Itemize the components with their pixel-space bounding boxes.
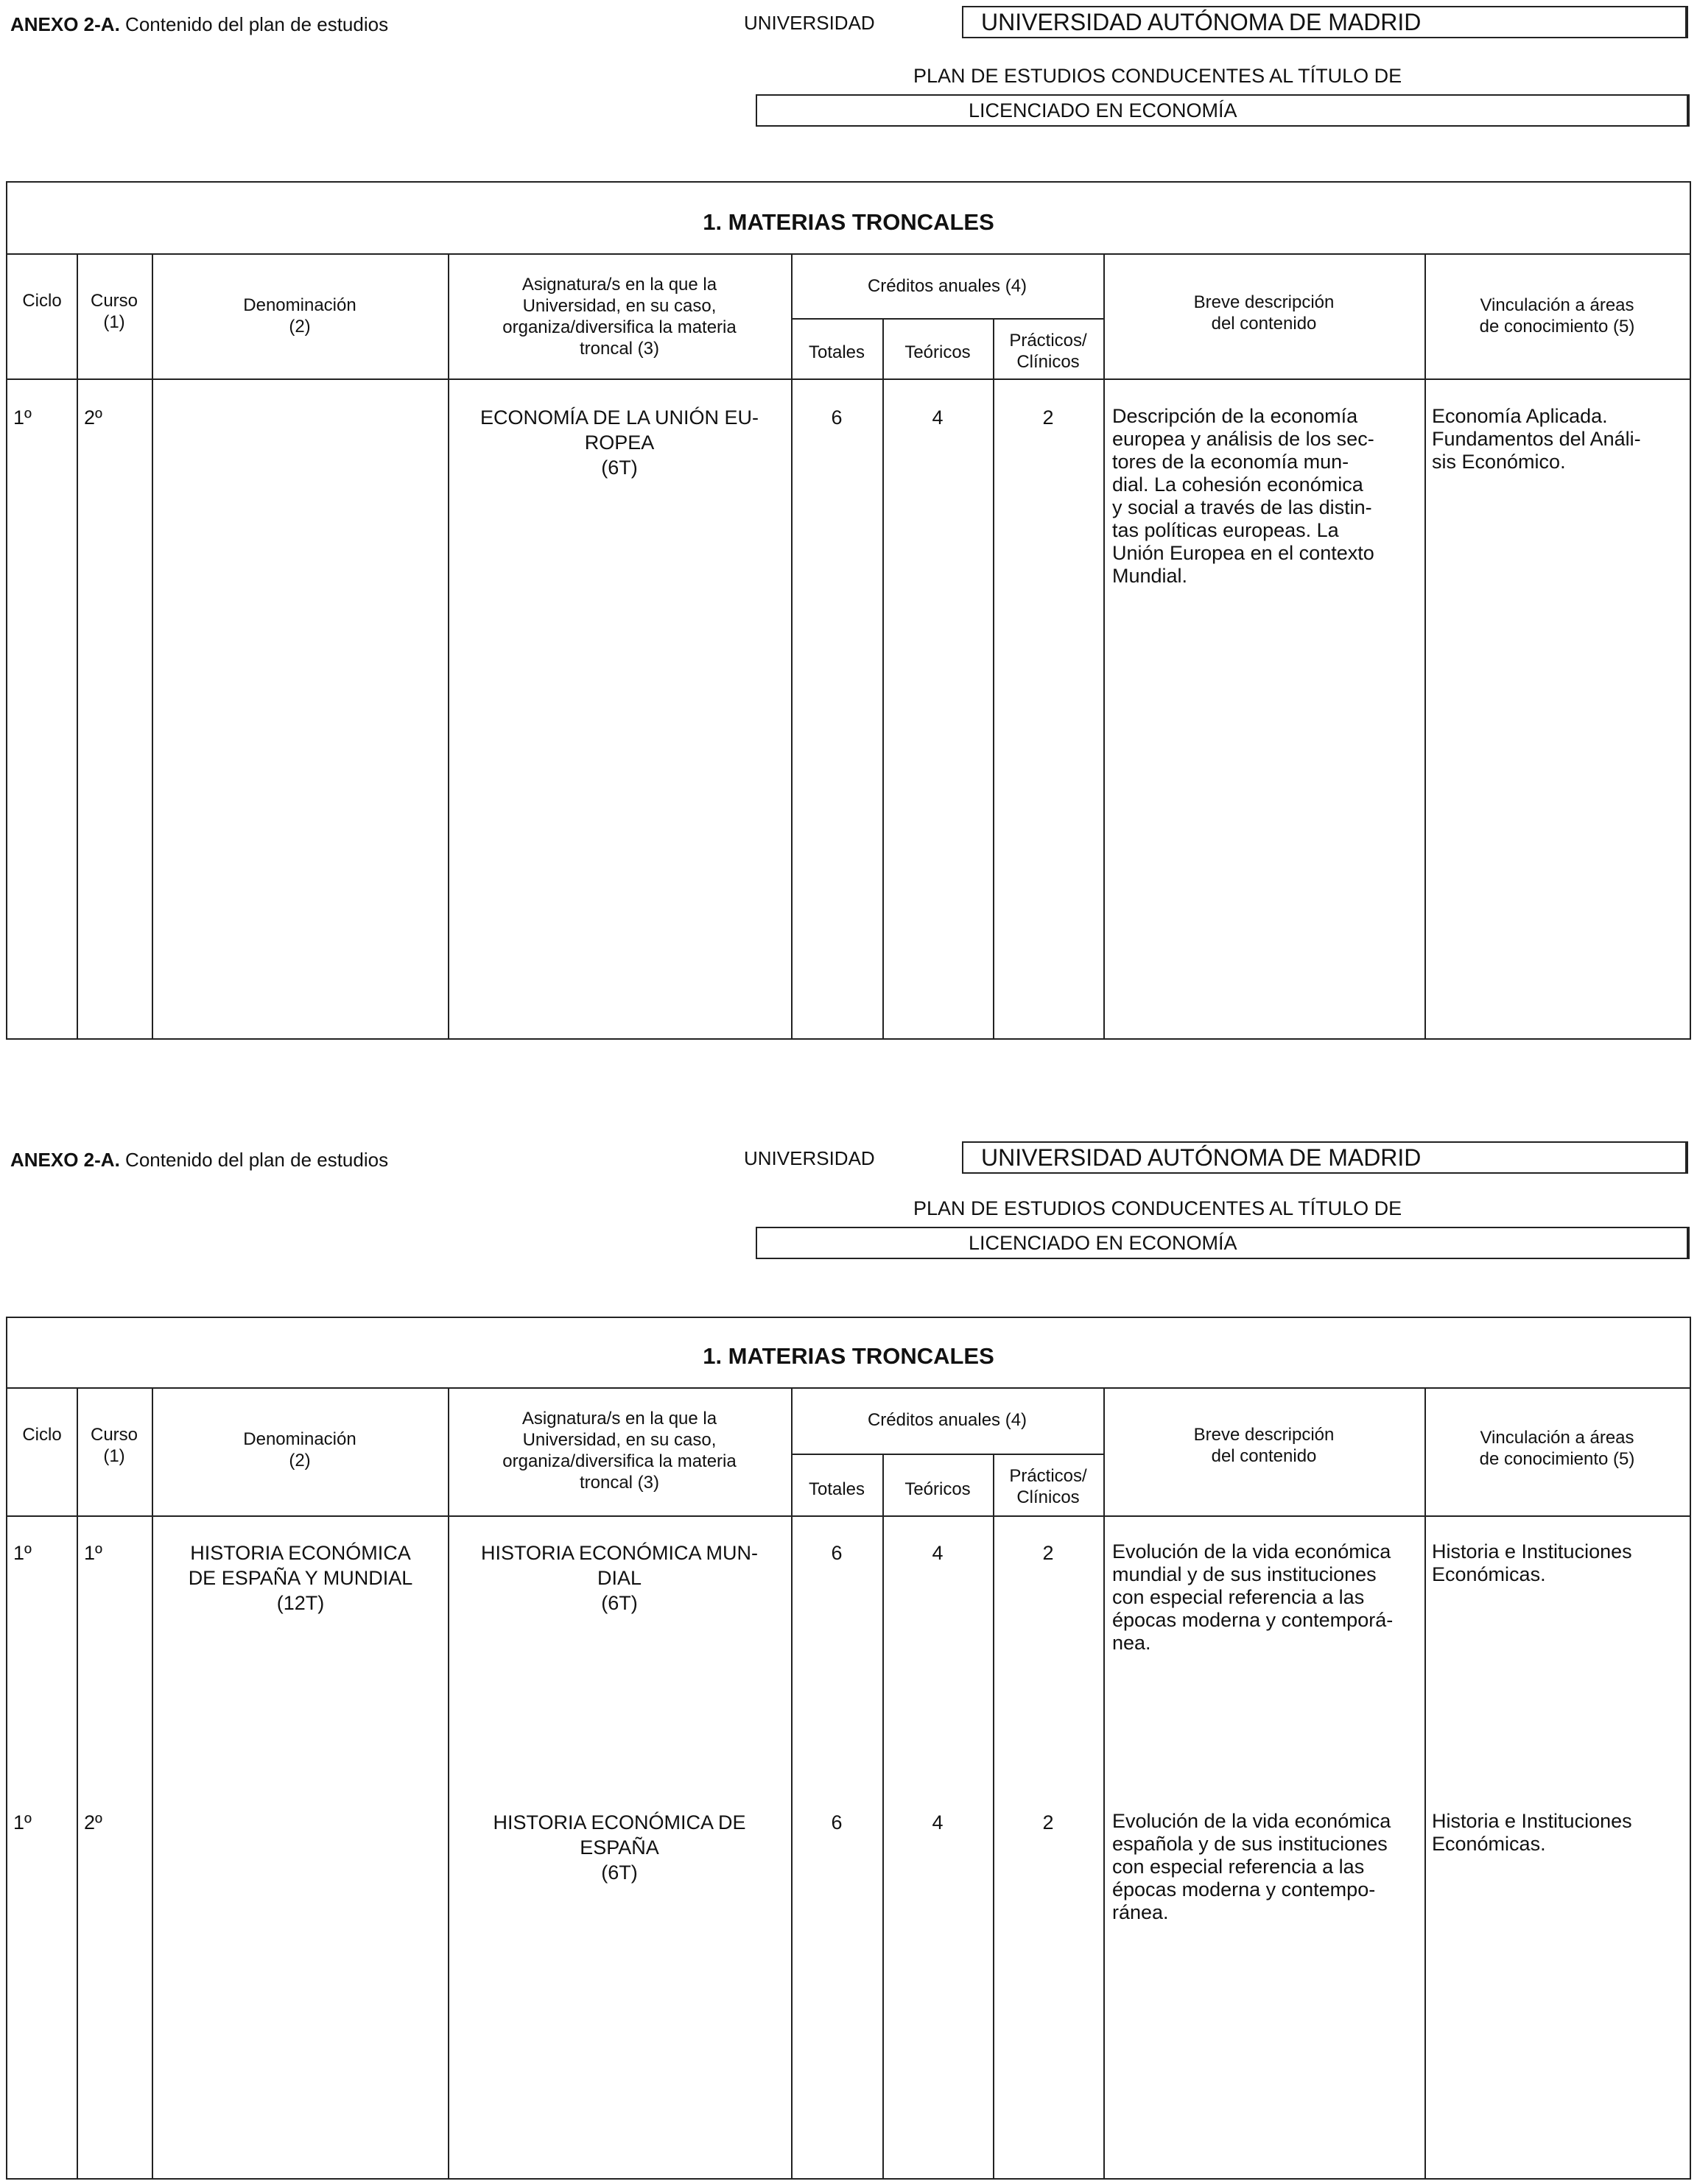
- cell-totales: 6: [831, 1542, 843, 1564]
- degree-title-box: LICENCIADO EN ECONOMÍA: [756, 94, 1690, 127]
- col-header-denominacion: Denominación (2): [243, 295, 356, 337]
- col-header-asignatura: Asignatura/s en la que la Universidad, en su caso, organiza/diversifica la materia troncal (3): [502, 275, 737, 359]
- university-name-box: UNIVERSIDAD AUTÓNOMA DE MADRID: [962, 6, 1688, 38]
- plan-label: PLAN DE ESTUDIOS CONDUCENTES AL TÍTULO DE: [913, 65, 1402, 87]
- col-header-teoricos: Teóricos: [904, 1479, 971, 1499]
- cell-vinculacion: Historia e Instituciones Económicas.: [1432, 1810, 1632, 1855]
- cell-ciclo: 1º: [13, 406, 32, 429]
- cell-practicos: 2: [1042, 1811, 1054, 1833]
- cell-teoricos: 4: [932, 1542, 944, 1564]
- col-header-curso: Curso (1): [90, 291, 138, 332]
- col-header-totales: Totales: [808, 1479, 865, 1499]
- credits-subheader-divider: [791, 1454, 1103, 1455]
- university-name-box: UNIVERSIDAD AUTÓNOMA DE MADRID: [962, 1141, 1688, 1174]
- column-divider: [448, 1387, 449, 2180]
- col-header-teoricos: Teóricos: [904, 342, 971, 362]
- column-divider: [791, 1387, 793, 2180]
- university-label: UNIVERSIDAD: [744, 1147, 875, 1169]
- title-divider: [7, 253, 1690, 255]
- col-header-denominacion: Denominación (2): [243, 1429, 356, 1470]
- column-divider: [448, 253, 449, 1040]
- col-header-ciclo: Ciclo: [22, 1425, 62, 1445]
- cell-totales: 6: [831, 1811, 843, 1833]
- header-divider: [7, 1515, 1690, 1517]
- cell-asignatura: HISTORIA ECONÓMICA MUN- DIAL (6T): [480, 1542, 759, 1614]
- cell-practicos: 2: [1042, 406, 1054, 429]
- col-header-creditos: Créditos anuales (4): [867, 1410, 1027, 1430]
- cell-practicos: 2: [1042, 1542, 1054, 1564]
- col-header-vinculacion: Vinculación a áreas de conocimiento (5): [1479, 1428, 1635, 1469]
- degree-title-box: LICENCIADO EN ECONOMÍA: [756, 1227, 1690, 1259]
- cell-denominacion: HISTORIA ECONÓMICA DE ESPAÑA Y MUNDIAL (12T): [188, 1542, 413, 1614]
- cell-descripcion: Descripción de la economía europea y análisis de los sec- tores de la economía mun- dial. La cohesión económica y social a través de las distin- tas políticas europeas. La Unión Europea en el contexto Mundial.: [1112, 405, 1374, 587]
- col-header-ciclo: Ciclo: [22, 291, 62, 311]
- cell-ciclo: 1º: [13, 1811, 32, 1833]
- cell-curso: 2º: [84, 1811, 102, 1833]
- column-divider: [77, 253, 78, 1040]
- annex-heading: [10, 13, 388, 36]
- cell-curso: 1º: [84, 1542, 102, 1564]
- cell-ciclo: 1º: [13, 1542, 32, 1564]
- materias-troncales-table: [6, 181, 1691, 1040]
- plan-label: PLAN DE ESTUDIOS CONDUCENTES AL TÍTULO DE: [913, 1197, 1402, 1219]
- cell-totales: 6: [831, 406, 843, 429]
- annex-text: Contenido del plan de estudios: [125, 13, 389, 35]
- col-header-asignatura: Asignatura/s en la que la Universidad, en su caso, organiza/diversifica la materia troncal (3): [502, 1409, 737, 1493]
- cell-teoricos: 4: [932, 406, 944, 429]
- annex-label: ANEXO 2-A.: [10, 1149, 120, 1171]
- col-header-curso: Curso (1): [90, 1425, 138, 1466]
- column-divider: [77, 1387, 78, 2180]
- column-divider: [152, 253, 153, 1040]
- annex-text: Contenido del plan de estudios: [125, 1149, 389, 1171]
- cell-descripcion: Evolución de la vida económica española y de sus instituciones con especial referencia a las épocas moderna y contempo- ránea.: [1112, 1810, 1391, 1923]
- credits-subheader-divider: [791, 318, 1103, 320]
- column-divider: [152, 1387, 153, 2180]
- col-header-creditos: Créditos anuales (4): [867, 276, 1027, 296]
- column-divider: [1103, 1387, 1105, 2180]
- annex-heading: [10, 1149, 388, 1172]
- col-header-practicos: Prácticos/ Clínicos: [1009, 1466, 1087, 1507]
- col-header-descripcion: Breve descripción del contenido: [1193, 1425, 1335, 1466]
- cell-curso: 2º: [84, 406, 102, 429]
- cell-teoricos: 4: [932, 1811, 944, 1833]
- cell-vinculacion: Economía Aplicada. Fundamentos del Análi- sis Económico.: [1432, 405, 1641, 473]
- column-divider: [1103, 253, 1105, 1040]
- cell-asignatura: HISTORIA ECONÓMICA DE ESPAÑA (6T): [493, 1811, 746, 1884]
- materias-troncales-table: [6, 1317, 1691, 2180]
- col-header-vinculacion: Vinculación a áreas de conocimiento (5): [1479, 295, 1635, 337]
- col-header-descripcion: Breve descripción del contenido: [1193, 292, 1335, 334]
- col-header-practicos: Prácticos/ Clínicos: [1009, 331, 1087, 372]
- table-title: 1. MATERIAS TRONCALES: [703, 209, 994, 235]
- column-divider: [1424, 1387, 1426, 2180]
- table-title: 1. MATERIAS TRONCALES: [703, 1343, 994, 1369]
- cell-descripcion: Evolución de la vida económica mundial y de sus instituciones con especial referencia a las épocas moderna y contemporá- nea.: [1112, 1540, 1394, 1654]
- cell-vinculacion: Historia e Instituciones Económicas.: [1432, 1540, 1632, 1585]
- column-divider: [791, 253, 793, 1040]
- col-header-totales: Totales: [808, 342, 865, 362]
- cell-asignatura: ECONOMÍA DE LA UNIÓN EU- ROPEA (6T): [479, 406, 759, 479]
- header-divider: [7, 378, 1690, 380]
- university-label: UNIVERSIDAD: [744, 12, 875, 34]
- column-divider: [1424, 253, 1426, 1040]
- title-divider: [7, 1387, 1690, 1389]
- annex-label: ANEXO 2-A.: [10, 13, 120, 35]
